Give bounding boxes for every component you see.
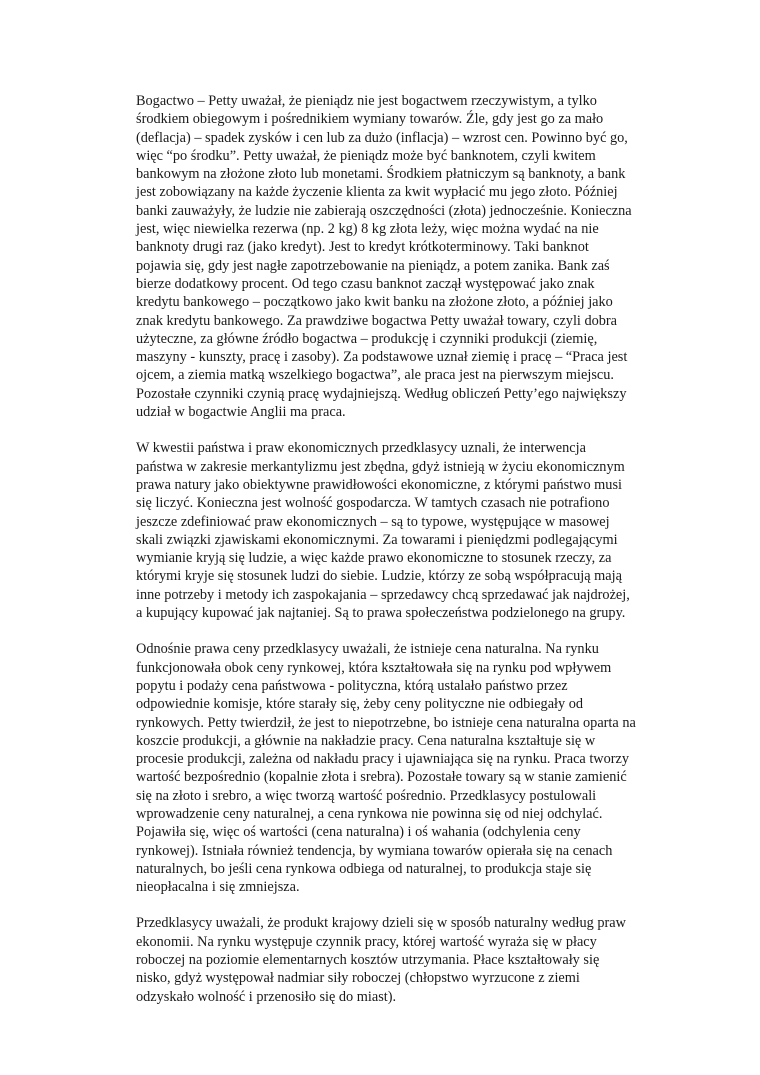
paragraph-price-law: Odnośnie prawa ceny przedklasycy uważali, że istnieje cena naturalna. Na rynku funkcjonowała obok ceny rynkowej, która kształtowała się na rynku pod wpływem popytu i podaży cena państwowa - polityczna, którą ustalało państwo przez odpowiednie komisje, które starały się, żeby ceny polityczne nie odbiegały od rynkowych. Petty twierdził, że jest to niepotrzebne, bo istnieje cena naturalna oparta na koszcie produkcji, a głównie na nakładzie pracy. Cena naturalna kształtuje się w procesie produkcji, zależna od nakładu pracy i ujawniająca się na rynku. Praca tworzy wartość bezpośrednio (kopalnie złota i srebra). Pozostałe towary są w stanie zamienić się na złoto i srebro, a więc tworzą wartość pośrednio. Przedklasycy postulowali wprowadzenie ceny naturalnej, a cena rynkowa nie powinna się od niej odchylać. Pojawiła się, więc oś wartości (cena naturalna) i oś wahania (odchylenia ceny rynkowej). Istniała również tendencja, by wymiana towarów opierała się na cenach naturalnych, bo jeśli cena rynkowa odbiega od naturalnej, to produkcja staje się nieopłacalna i się zmniejsza.: [136, 641, 636, 896]
document-page: [136, 92, 636, 1024]
paragraph-national-product: Przedklasycy uważali, że produkt krajowy dzieli się w sposób naturalny według praw ekonomii. Na rynku występuje czynnik pracy, której wartość wyraża się w płacy roboczej na poziomie elementarnych kosztów utrzymania. Płace kształtowały się nisko, gdyż występował nadmiar siły roboczej (chłopstwo wyrzucone z ziemi odzyskało wolność i przenosiło się do miast).: [136, 915, 626, 1005]
paragraph-state-and-economic-laws: W kwestii państwa i praw ekonomicznych przedklasycy uznali, że interwencja państwa w zakresie merkantylizmu jest zbędna, gdyż istnieją w życiu ekonomicznym prawa natury jako obiektywne prawidłowości ekonomiczne, z którymi państwo musi się liczyć. Konieczna jest wolność gospodarcza. W tamtych czasach nie potrafiono jeszcze zdefiniować praw ekonomicznych – są to typowe, występujące w masowej skali związki zjawiskami ekonomicznymi. Za towarami i pieniędzmi podlegającymi wymianie kryją się ludzie, a więc każde prawo ekonomiczne to stosunek rzeczy, za którymi kryje się stosunek ludzi do siebie. Ludzie, którzy ze sobą współpracują mają inne potrzeby i metody ich zaspokajania – sprzedawcy chcą sprzedawać jak najdrożej, a kupujący kupować jak najtaniej. Są to prawa społeczeństwa podzielonego na grupy.: [136, 440, 630, 622]
paragraph-wealth: Bogactwo – Petty uważał, że pieniądz nie jest bogactwem rzeczywistym, a tylko środkiem obiegowym i pośrednikiem wymiany towarów. Źle, gdy jest go za mało (deflacja) – spadek zysków i cen lub za dużo (inflacja) – wzrost cen. Powinno być go, więc “po środku”. Petty uważał, że pieniądz może być banknotem, czyli kwitem bankowym na złożone złoto lub monetami. Środkiem płatniczym są banknoty, a bank jest zobowiązany na każde życzenie klienta za kwit wypłacić mu jego złoto. Później banki zauważyły, że ludzie nie zabierają oszczędności (złota) jednocześnie. Konieczna jest, więc niewielka rezerwa (np. 2 kg) 8 kg złota leży, więc można wydać na nie banknoty drugi raz (jako kredyt). Jest to kredyt krótkoterminowy. Taki banknot pojawia się, gdy jest nagłe zapotrzebowanie na pieniądz, a potem zanika. Bank zaś bierze dodatkowy procent. Od tego czasu banknot zaczął występować jako znak kredytu bankowego – początkowo jako kwit banku na złożone złoto, a później jako znak kredytu bankowego. Za prawdziwe bogactwa Petty uważał towary, czyli dobra użyteczne, za główne źródło bogactwa – produkcję i czynniki produkcji (ziemię, maszyny - kunszty, pracę i zasoby). Za podstawowe uznał ziemię i pracę – “Praca jest ojcem, a ziemia matką wszelkiego bogactwa”, ale praca jest na pierwszym miejscu. Pozostałe czynniki czynią pracę wydajniejszą. Według obliczeń Petty’ego największy udział w bogactwie Anglii ma praca.: [136, 93, 632, 421]
